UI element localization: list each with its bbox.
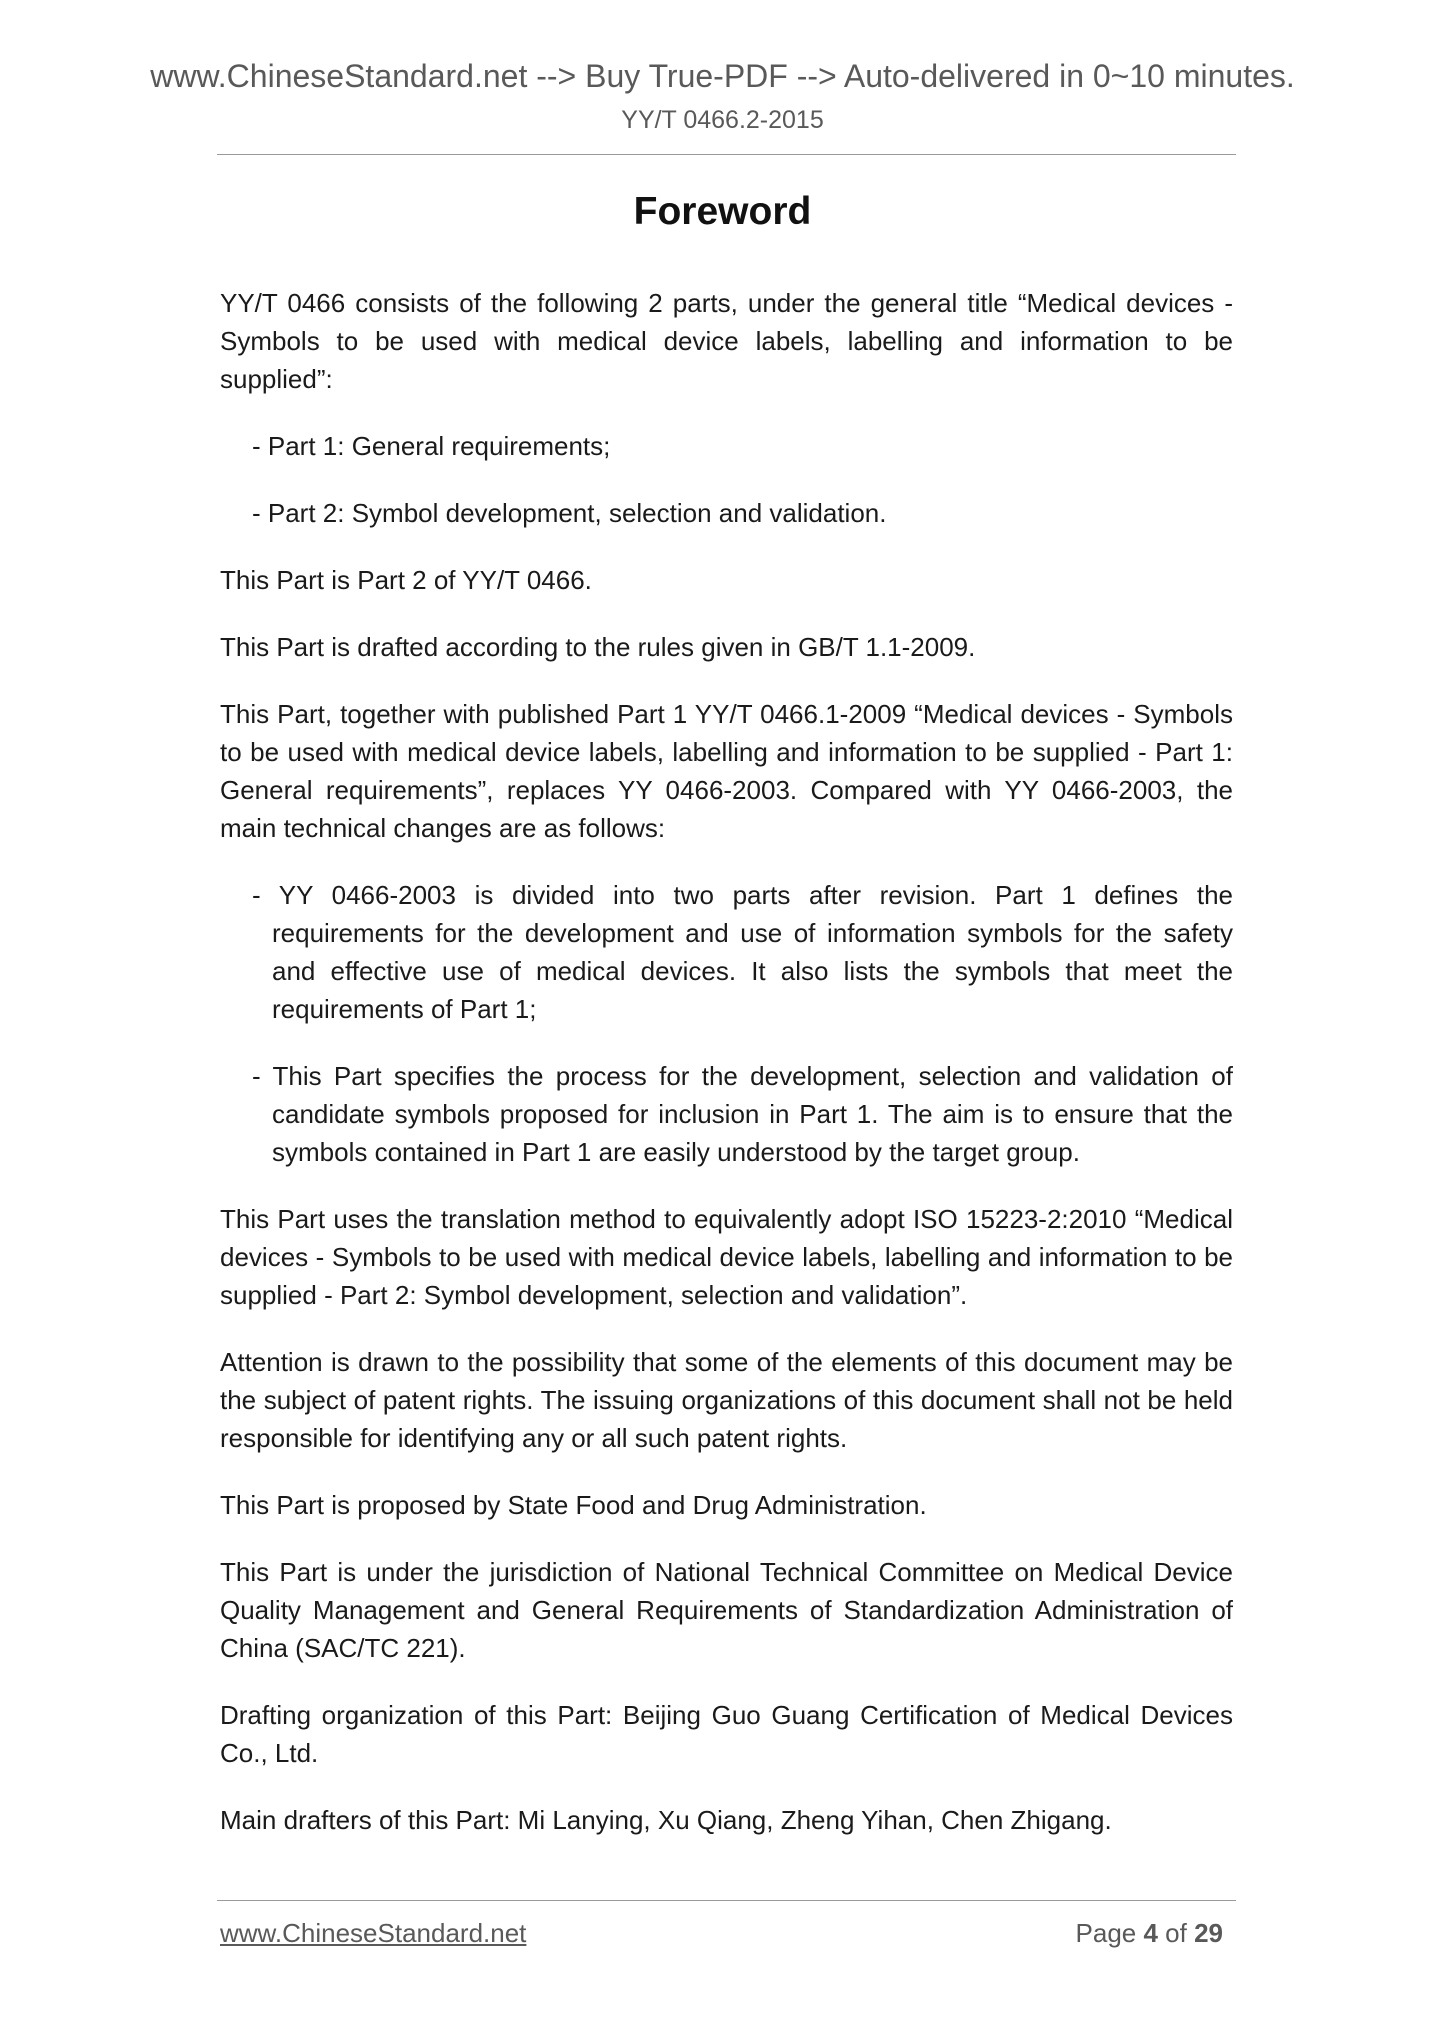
page-total: 29 — [1194, 1918, 1223, 1948]
page-number — [1076, 1918, 1223, 1949]
paragraph-jurisdiction: This Part is under the jurisdiction of National Technical Committee on Medical Device Quality Management and General Requirements of Standardization Administration of China (SAC/TC 221). — [220, 1557, 1233, 1663]
list-item-change-2: - This Part specifies the process for the development, selection and validation of candidate symbols proposed for inclusion in Part 1. The aim is to ensure that the symbols contained in Part 1 are easily understood by the target group. — [252, 1061, 1233, 1167]
header-banner: www.ChineseStandard.net --> Buy True-PDF --> Auto-delivered in 0~10 minutes. — [150, 58, 1295, 94]
paragraph-patent-notice: Attention is drawn to the possibility that some of the elements of this document may be the subject of patent rights. The issuing organizations of this document shall not be held responsible for identifying any or all such patent rights. — [220, 1347, 1233, 1453]
paragraph-adoption: This Part uses the translation method to equivalently adopt ISO 15223-2:2010 “Medical devices - Symbols to be used with medical device labels, labelling and information to be supplied - Part 2: Symbol development, selection and validation”. — [220, 1204, 1233, 1310]
paragraph-drafting-rules: This Part is drafted according to the rules given in GB/T 1.1-2009. — [220, 632, 976, 662]
list-item-part2: - Part 2: Symbol development, selection and validation. — [252, 498, 887, 528]
paragraph-part-number: This Part is Part 2 of YY/T 0466. — [220, 565, 592, 595]
footer-website-link[interactable]: www.ChineseStandard.net — [220, 1918, 527, 1948]
page-current: 4 — [1143, 1918, 1158, 1948]
list-item-change-1: - YY 0466-2003 is divided into two parts after revision. Part 1 defines the requirements for the development and use of information symbols for the safety and effective use of medical devices. It also lists the symbols that meet the requirements of Part 1; — [252, 880, 1233, 1024]
paragraph-replacement: This Part, together with published Part 1 YY/T 0466.1-2009 “Medical devices - Symbols to be used with medical device labels, labelling and information to be supplied - Part 1: General requirements”, replaces YY 0466-2003. Compared with YY 0466-2003, the main technical changes are as follows: — [220, 699, 1233, 843]
paragraph-drafting-organization: Drafting organization of this Part: Beijing Guo Guang Certification of Medical Devices Co., Ltd. — [220, 1700, 1233, 1768]
header-standard-number: YY/T 0466.2-2015 — [621, 106, 824, 134]
footer-divider — [217, 1900, 1236, 1901]
paragraph-proposer: This Part is proposed by State Food and Drug Administration. — [220, 1490, 927, 1520]
list-item-part1: - Part 1: General requirements; — [252, 431, 611, 461]
page-label: Page — [1075, 1918, 1144, 1948]
foreword-body — [220, 284, 1233, 1868]
header-divider — [217, 154, 1236, 155]
page-title: Foreword — [633, 190, 812, 233]
paragraph-drafters: Main drafters of this Part: Mi Lanying, Xu Qiang, Zheng Yihan, Chen Zhigang. — [220, 1805, 1112, 1835]
page-of-label: of — [1157, 1918, 1195, 1948]
paragraph-parts-intro: YY/T 0466 consists of the following 2 parts, under the general title “Medical devices - Symbols to be used with medical device labels, labelling and information to be supplied”: — [220, 288, 1233, 394]
